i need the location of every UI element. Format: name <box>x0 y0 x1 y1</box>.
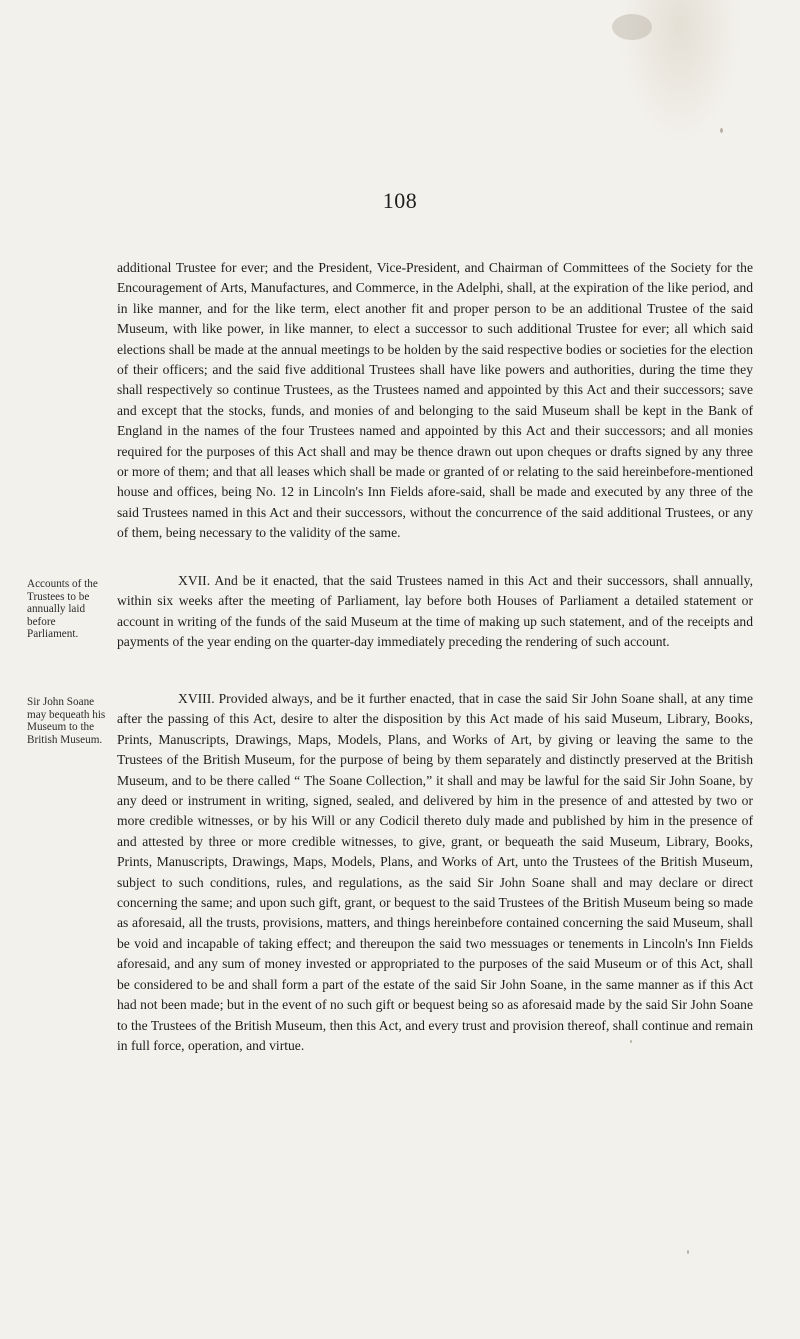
paper-speck <box>720 128 723 133</box>
page-number: 108 <box>382 188 418 213</box>
paragraph-section-xviii: XVIII. Provided always, and be it further enacted, that in case the said Sir John Soane shall, at any time after the passing of this Act, desire to alter the disposition by this Act made of his said Museum, Library, Books, Prints, Manuscripts, Drawings, Maps, Models, Plans, and Works of Art, by giving or leaving the same to the Trustees of the British Museum, for the purpose of being by them separately and distinctly preserved at the British Museum, and to be there called “ The Soane Collection,” it shall and may be lawful for the said Sir John Soane, by any deed or instrument in writing, signed, sealed, and delivered by him in the presence of and attested by two or more credible witnesses, or by his Will or any Codicil thereto duly made and published by him in the presence of and attested by three or more credible witnesses, to give, grant, or bequeath the said Museum, Library, Books, Prints, Manuscripts, Drawings, Maps, Models, Plans, and Works of Art, unto the Trustees of the British Museum, subject to such conditions, rules, and regulations, as the said Sir John Soane shall and may declare or direct concerning the same; and upon such gift, grant, or bequest to the said Trustees of the British Museum being so made as aforesaid, all the trusts, provisions, matters, and things hereinbefore contained concerning the said Museum, shall be void and incapable of taking effect; and thereupon the said two messuages or tenements in Lincoln's Inn Fields aforesaid, and any sum of money invested or appropriated to the purposes of the said Museum or of this Act, shall be considered to be and shall form a part of the estate of the said Sir John Soane, in the same manner as if this Act had not been made; but in the event of no such gift or bequest being so as aforesaid made by the said Sir John Soane to the Trustees of the British Museum, then this Act, and every trust and provision thereof, shall continue and remain in full force, operation, and virtue. <box>117 691 753 1053</box>
paragraph-section-xvii: XVII. And be it enacted, that the said Trustees named in this Act and their successors, shall annually, within six weeks after the meeting of Parliament, lay before both Houses of Parliament a detailed statement or account in writing of the funds of the said Museum at the time of making up such statement, and of the receipts and payments of the year ending on the quarter-day immediately preceding the rendering of such account. <box>117 573 753 650</box>
paper-speck <box>687 1250 689 1254</box>
margin-note-bequest: Sir John Soane may bequeath his Museum to the British Museum. <box>27 696 106 746</box>
paper-stain <box>612 14 652 40</box>
margin-note-accounts: Accounts of the Trustees to be annually laid before Parliament. <box>27 578 98 641</box>
paragraph-continuation: additional Trustee for ever; and the President, Vice-President, and Chairman of Committees of the Society for the Encouragement of Arts, Manufactures, and Commerce, in the Adelphi, shall, at the expiration of the like period, and in like manner, and for the like term, elect another fit and proper person to be an additional Trustee of the said Museum, with like power, in like manner, to elect a successor to such additional Trustee for ever; all which said elections shall be made at the annual meetings to be holden by the said respective bodies or societies for the election of their officers; and the said five additional Trustees shall have like powers and authorities, during the time they shall respectively so continue Trustees, as the Trustees named and appointed by this Act and their successors; save and except that the stocks, funds, and monies of and belonging to the said Museum shall be kept in the Bank of England in the names of the four Trustees named and appointed by this Act and their successors; and all monies required for the purposes of this Act shall and may be thence drawn out upon cheques or drafts signed by any three or more of them; and that all leases which shall be made or granted of or relating to the said hereinbefore-mentioned house and offices, being No. 12 in Lincoln's Inn Fields afore-said, shall be made and executed by any three of the said Trustees named in this Act and their successors, without the concurrence of the said additional Trustees, or any of them, being necessary to the validity of the same. <box>117 260 753 541</box>
